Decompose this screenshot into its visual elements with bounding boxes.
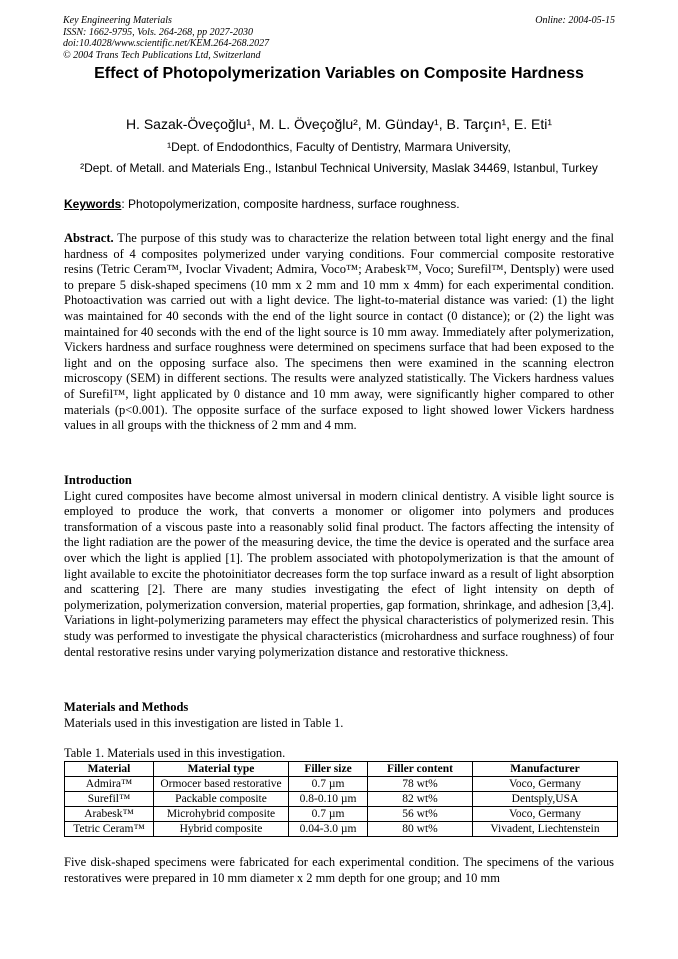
table-cell: Tetric Ceram™ <box>65 822 154 837</box>
abstract-heading: Abstract. <box>64 231 114 245</box>
table-cell: Hybrid composite <box>154 822 289 837</box>
materials-table <box>64 761 618 837</box>
header-cell: Material <box>65 762 154 777</box>
header-cell: Material type <box>154 762 289 777</box>
header-cell: Manufacturer <box>473 762 618 777</box>
table-cell: Dentsply,USA <box>473 792 618 807</box>
table-row <box>65 777 618 792</box>
keywords-text: : Photopolymerization, composite hardness, surface roughness. <box>121 197 460 211</box>
table-cell: 56 wt% <box>368 807 473 822</box>
table-cell: Voco, Germany <box>473 777 618 792</box>
header-cell: Filler size <box>289 762 368 777</box>
methods-text: Materials used in this investigation are listed in Table 1. <box>64 715 344 730</box>
table-cell: Ormocer based restorative <box>154 777 289 792</box>
table-cell: 0.7 µm <box>289 777 368 792</box>
abstract-text: The purpose of this study was to characterize the relation between total light energy and the final hardness of 4 composites polymerized under varying conditions. Four commercial composite restorative resins (Tetric Ceram™, Ivoclar Vivadent; Admira, Voco™; Arabesk™, Voco; Surefil™, Dentsply) were used to prepare 5 disk-shaped specimens (10 mm x 2 mm and 10 mm x 4mm) for each experimental condition. Photoactivation was carried out with a light device. The light-to-material distance was varied: (1) the light was maintained for 40 seconds with the end of the light source in contact (0 distance); or (2) the light was maintained for 40 seconds with the end of the light source is 10 mm away. Immediately after polymerization, Vickers hardness and surface roughness were determined on specimens surface that had been exposed to the light and on the opposing surface also. The specimens then were examined in the scanning electron microscopy (SEM) in different sections. The results were analyzed statistically. The Vickers hardness values of Surefil™, light applicated by 0 distance and 10 mm away, were significantly higher compared to other materials (p<0.001). The opposite surface of the surface exposed to light showed lower Vickers hardness values in all groups with the thickness of 2 mm and 4 mm. <box>64 231 614 433</box>
issn-line: ISSN: 1662-9795, Vols. 264-268, pp 2027-2030 <box>63 26 253 38</box>
table-cell: 78 wt% <box>368 777 473 792</box>
methods-heading: Materials and Methods <box>64 700 189 714</box>
abstract-section <box>64 231 614 434</box>
table-cell: 0.8-0.10 µm <box>289 792 368 807</box>
table-row <box>65 822 618 837</box>
introduction-text: Light cured composites have become almost universal in modern clinical dentistry. A visible light source is employed to produce the work, that converts a monomer or oligomer into polymers and produces transformation of a viscous paste into a reasonably solid final product. The factors affecting the intensity of the light radiation are the power of the measuring device, the time the device is operated and the surface area over which the light is applied [1]. The problem associated with photopolymerization is that the amount of light available to excite the photoinitiator decreases form the top surface inward as a result of light absorption and scattering [2]. There are many studies investigating the efect of light intensity on depth of polymerization, polymerization conversion, material properties, gap formation, shrinkage, and adhesion [3,4]. Variations in light-polymerizing parameters may effect the physical characteristics of polymerized resin. This study was performed to investigate the physical characteristics (microhardness and surface roughness) of four dental restorative resins under varying polymerization distance and restorative thickness. <box>64 488 614 659</box>
keywords-line <box>64 197 460 211</box>
table-cell: Microhybrid composite <box>154 807 289 822</box>
journal-name: Key Engineering Materials <box>63 15 172 26</box>
affiliation-1: ¹Dept. of Endodonthics, Faculty of Dentistry, Marmara University, <box>167 140 511 154</box>
table-cell: 0.04-3.0 µm <box>289 822 368 837</box>
copyright-line: © 2004 Trans Tech Publications Ltd, Switzerland <box>63 49 261 61</box>
table-cell: Packable composite <box>154 792 289 807</box>
table-cell: Voco, Germany <box>473 807 618 822</box>
doi-line: doi:10.4028/www.scientific.net/KEM.264-268.2027 <box>63 38 270 49</box>
keywords-label: Keywords <box>64 197 122 211</box>
table-cell: Admira™ <box>65 777 154 792</box>
table-row <box>65 792 618 807</box>
table-cell: 0.7 µm <box>289 807 368 822</box>
table-header-row <box>65 762 618 777</box>
table-cell: 82 wt% <box>368 792 473 807</box>
table-row <box>65 807 618 822</box>
table-cell: Vivadent, Liechtenstein <box>473 822 618 837</box>
affiliation-2: ²Dept. of Metall. and Materials Eng., Istanbul Technical University, Maslak 34469, Istanbul, Turkey <box>80 161 598 175</box>
methods-paragraph: Five disk-shaped specimens were fabricated for each experimental condition. The specimens of the various restoratives were prepared in 10 mm diameter x 2 mm depth for one group; and 10 mm <box>64 855 614 885</box>
table-cell: Arabesk™ <box>65 807 154 822</box>
table-cell: 80 wt% <box>368 822 473 837</box>
introduction-section <box>64 473 614 660</box>
online-date: Online: 2004-05-15 <box>535 15 615 26</box>
table-cell: Surefil™ <box>65 792 154 807</box>
author-list: H. Sazak-Öveçoğlu¹, M. L. Öveçoğlu², M. Günday¹, B. Tarçın¹, E. Eti¹ <box>125 116 553 132</box>
header-cell: Filler content <box>368 762 473 777</box>
methods-section <box>64 700 614 731</box>
table-caption: Table 1. Materials used in this investigation. <box>64 746 286 760</box>
paper-title: Effect of Photopolymerization Variables on Composite Hardness <box>94 65 584 82</box>
journal-header <box>63 15 615 61</box>
introduction-heading: Introduction <box>64 473 132 487</box>
